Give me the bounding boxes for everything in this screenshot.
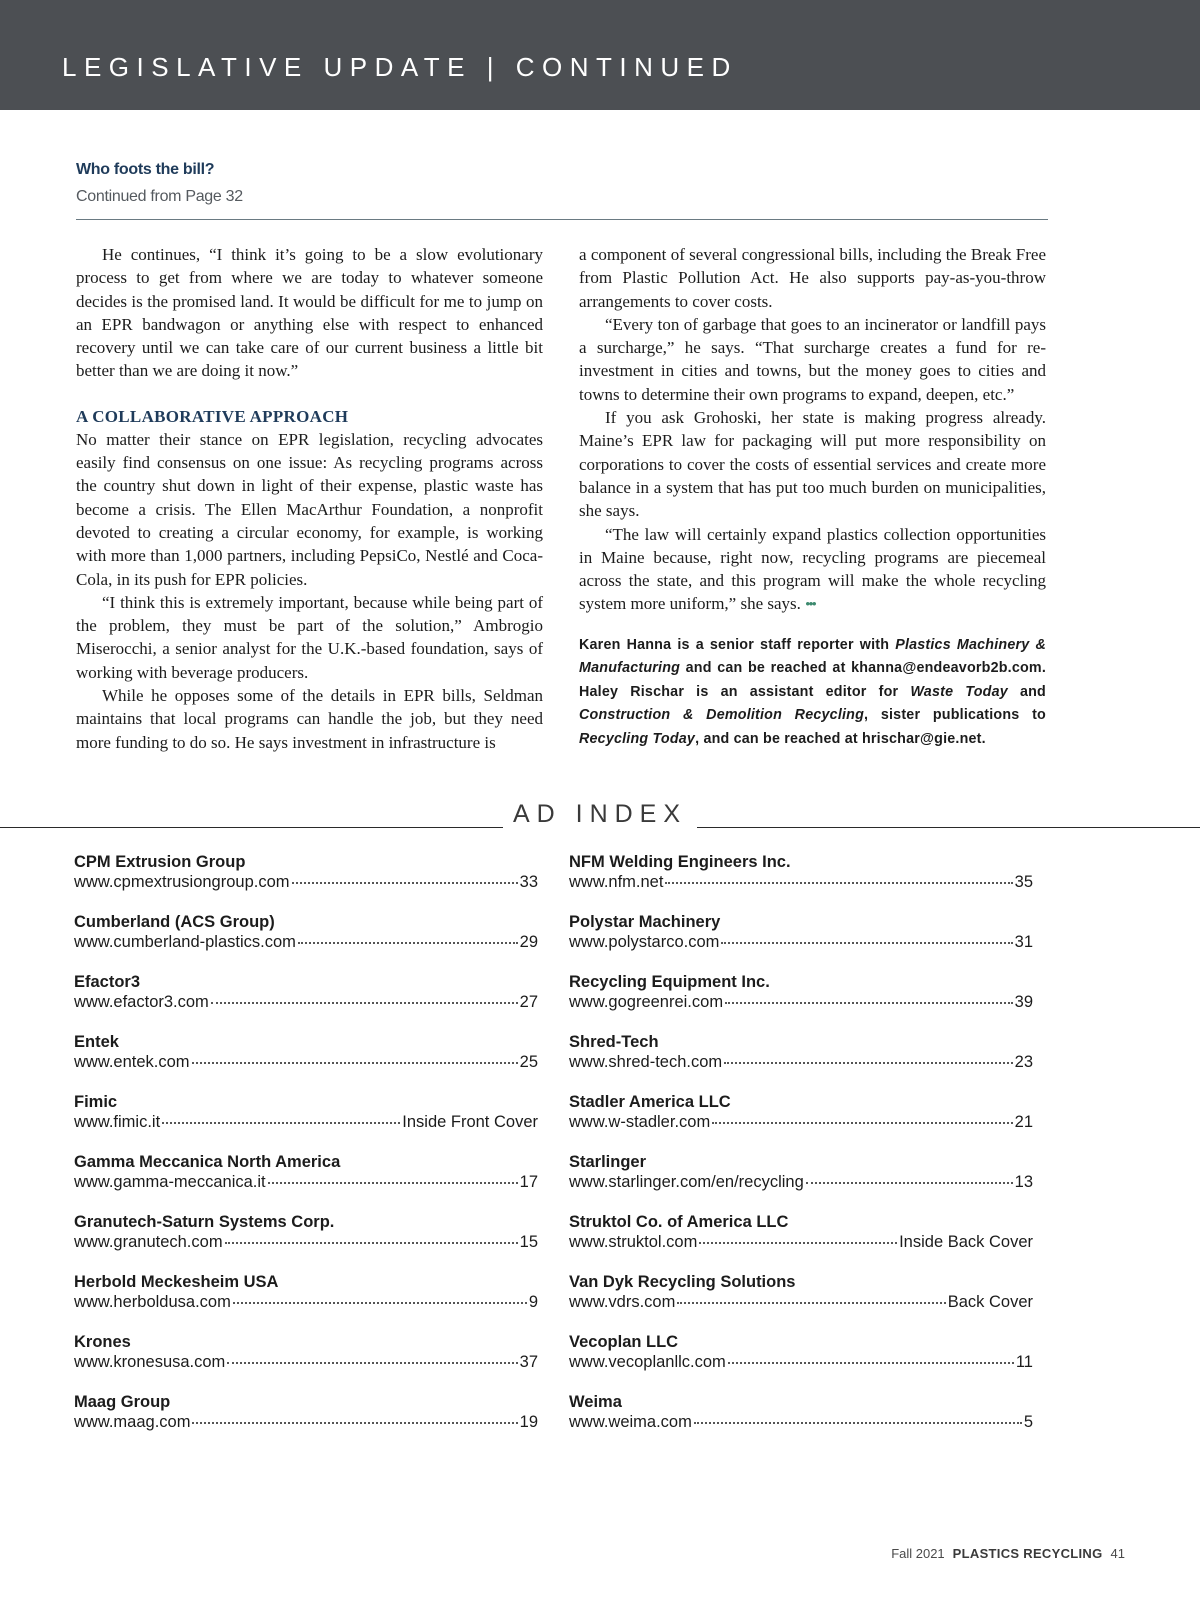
dot-leader (162, 1122, 400, 1124)
section-heading: A COLLABORATIVE APPROACH (76, 406, 349, 426)
ad-page-number: Inside Front Cover (402, 1113, 538, 1131)
article-paragraph: While he opposes some of the details in EPR bills, Seldman maintains that local programs can handle the job, but they need more funding to do so. He says investment in infrastructure is (76, 686, 543, 752)
dot-leader (699, 1242, 897, 1244)
dot-leader (694, 1422, 1022, 1424)
advertiser-url[interactable]: www.herboldusa.com (74, 1293, 231, 1311)
advertiser-name: NFM Welding Engineers Inc. (569, 853, 791, 871)
bio-text: and can be reached at khanna@endeavorb2b.com. Haley Rischar is an assistant editor for (579, 660, 1046, 700)
ad-index-line (569, 932, 1033, 952)
dot-leader (724, 1062, 1013, 1064)
advertiser-url[interactable]: www.entek.com (74, 1053, 190, 1071)
ad-index-entry (569, 1212, 1033, 1272)
page-footer (891, 1546, 1125, 1561)
advertiser-url[interactable]: www.vecoplanllc.com (569, 1353, 726, 1371)
publication-name: Construction & Demolition Recycling (579, 707, 865, 724)
ad-index-line (569, 872, 1033, 892)
advertiser-name: Herbold Meckesheim USA (74, 1273, 279, 1291)
ad-page-number: 35 (1014, 873, 1033, 891)
advertiser-url[interactable]: www.granutech.com (74, 1233, 223, 1251)
ad-index-entry (74, 1212, 538, 1272)
dot-leader (298, 942, 518, 944)
ad-page-number: 5 (1023, 1413, 1033, 1431)
ad-index-entry (74, 1092, 538, 1152)
advertiser-name: Vecoplan LLC (569, 1333, 679, 1351)
ad-index-line (74, 932, 538, 952)
dot-leader (233, 1302, 527, 1304)
issue-label: Fall 2021 (891, 1546, 945, 1561)
dot-leader (728, 1362, 1014, 1364)
dot-leader (192, 1062, 518, 1064)
advertiser-name: Stadler America LLC (569, 1093, 731, 1111)
article-paragraph: “Every ton of garbage that goes to an incinerator or landfill pays a surcharge,” he says. “That surcharge creates a fund for re-investment in cities and towns, but the money goes to cities and towns to determine their own programs to expand, deepen, etc.” (579, 314, 1046, 404)
ad-index-line (74, 992, 538, 1012)
advertiser-name: Efactor3 (74, 973, 141, 991)
ad-index-line (569, 1052, 1033, 1072)
ad-page-number: 23 (1014, 1053, 1033, 1071)
advertiser-url[interactable]: www.nfm.net (569, 873, 664, 891)
publication-name: Recycling Today (579, 730, 696, 747)
advertiser-name: Maag Group (74, 1393, 171, 1411)
ad-index-line (569, 1352, 1033, 1372)
ad-index-line (569, 1292, 1033, 1312)
advertiser-url[interactable]: www.gamma-meccanica.it (74, 1173, 266, 1191)
dot-leader (677, 1302, 945, 1304)
dot-leader (806, 1182, 1013, 1184)
advertiser-url[interactable]: www.w-stadler.com (569, 1113, 711, 1131)
bio-text: , sister publications to (864, 707, 1046, 724)
ad-index-line (74, 1172, 538, 1192)
ad-index-entry (74, 852, 538, 912)
magazine-name: PLASTICS RECYCLING (952, 1546, 1103, 1561)
ad-index-line (74, 1052, 538, 1072)
ad-index-line (74, 1292, 538, 1312)
ad-index-entry (74, 912, 538, 972)
advertiser-name: Cumberland (ACS Group) (74, 913, 275, 931)
ad-index-entry (74, 972, 538, 1032)
dot-leader (721, 942, 1012, 944)
ad-index-entry (74, 1272, 538, 1332)
ad-index-title-text: AD INDEX (503, 800, 697, 828)
ad-index-line (569, 1412, 1033, 1432)
ad-index-title (0, 800, 1200, 829)
divider-rule (76, 219, 1048, 220)
ad-page-number: Back Cover (947, 1293, 1033, 1311)
ad-index-entry (569, 852, 1033, 912)
advertiser-name: CPM Extrusion Group (74, 853, 246, 871)
article-paragraph: If you ask Grohoski, her state is making progress already. Maine’s EPR law for packaging will put more responsibility on corporations to cover the costs of essential services and create more balance in a system that has put too much burden on municipalities, she says. (579, 408, 1046, 521)
ad-index-column-right (569, 852, 1033, 1452)
article-paragraph: No matter their stance on EPR legislation, recycling advocates easily find consensus on one issue: As recycling programs across the country shut down in light of their expense, plastic waste has become a crisis. The Ellen MacArthur Foundation, a nonprofit devoted to creating a circular economy, for example, is working with more than 1,000 partners, including PepsiCo, Nestlé and Coca-Cola, in its push for EPR policies. (76, 429, 543, 589)
dot-leader (665, 882, 1012, 884)
ad-index-line (74, 872, 538, 892)
ad-page-number: 31 (1014, 933, 1033, 951)
ad-page-number: 19 (519, 1413, 538, 1431)
bio-text: , and can be reached at hrischar@gie.net. (695, 730, 986, 747)
ad-page-number: 37 (519, 1353, 538, 1371)
dot-leader (712, 1122, 1012, 1124)
article-column-left (76, 243, 543, 754)
advertiser-name: Fimic (74, 1093, 118, 1111)
dot-leader (725, 1002, 1013, 1004)
dot-leader (225, 1242, 518, 1244)
publication-name: Waste Today (910, 683, 1008, 700)
advertiser-name: Recycling Equipment Inc. (569, 973, 770, 991)
ad-index-column-left (74, 852, 538, 1452)
ad-page-number: 21 (1014, 1113, 1033, 1131)
dot-leader (268, 1182, 518, 1184)
ad-index-entry (74, 1032, 538, 1092)
ad-page-number: 9 (528, 1293, 538, 1311)
ad-index-line (74, 1412, 538, 1432)
advertiser-name: Entek (74, 1033, 119, 1051)
end-of-story-mark: ••• (805, 597, 815, 614)
advertiser-url[interactable]: www.gogreenrei.com (569, 993, 724, 1011)
article-paragraph (579, 523, 1046, 618)
ad-index-entry (569, 1272, 1033, 1332)
ad-index-line (569, 1172, 1033, 1192)
ad-page-number: 29 (519, 933, 538, 951)
advertiser-url[interactable]: www.cumberland-plastics.com (74, 933, 296, 951)
author-bio (579, 634, 1046, 752)
continued-from-note: Continued from Page 32 (76, 188, 243, 205)
ad-index-entry (569, 972, 1033, 1032)
ad-index-line (74, 1112, 538, 1132)
dot-leader (292, 882, 518, 884)
ad-page-number: 17 (519, 1173, 538, 1191)
header-band (0, 0, 1200, 110)
advertiser-url[interactable]: www.cpmextrusiongroup.com (74, 873, 290, 891)
advertiser-url[interactable]: www.maag.com (74, 1413, 191, 1431)
advertiser-url[interactable]: www.fimic.it (74, 1113, 161, 1131)
advertiser-url[interactable]: www.vdrs.com (569, 1293, 676, 1311)
ad-index-entry (569, 1152, 1033, 1212)
ad-index-line (569, 992, 1033, 1012)
advertiser-name: Weima (569, 1393, 622, 1411)
publication-name: Plastics Machinery & Manufacturing (579, 636, 1046, 677)
advertiser-name: Gamma Meccanica North America (74, 1153, 341, 1171)
advertiser-name: Struktol Co. of America LLC (569, 1213, 789, 1231)
continued-article-title: Who foots the bill? (76, 161, 215, 178)
advertiser-url[interactable]: www.polystarco.com (569, 933, 720, 951)
ad-page-number: 25 (519, 1053, 538, 1071)
ad-index-line (74, 1352, 538, 1372)
ad-page-number: Inside Back Cover (899, 1233, 1033, 1251)
ad-page-number: 11 (1015, 1353, 1033, 1371)
article-column-right (579, 243, 1046, 751)
advertiser-url[interactable]: www.struktol.com (569, 1233, 698, 1251)
advertiser-name: Starlinger (569, 1153, 647, 1171)
advertiser-url[interactable]: www.shred-tech.com (569, 1053, 723, 1071)
advertiser-name: Granutech-Saturn Systems Corp. (74, 1213, 335, 1231)
advertiser-url[interactable]: www.weima.com (569, 1413, 692, 1431)
ad-page-number: 33 (519, 873, 538, 891)
bio-text: and (1007, 683, 1046, 700)
ad-index-line (569, 1232, 1033, 1252)
section-header-title: LEGISLATIVE UPDATE | CONTINUED (62, 52, 738, 82)
article-paragraph: a component of several congressional bills, including the Break Free from Plastic Pollution Act. He also supports pay-as-you-throw arrangements to cover costs. (579, 245, 1046, 311)
advertiser-url[interactable]: www.kronesusa.com (74, 1353, 226, 1371)
bio-text: Karen Hanna is a senior staff reporter with (579, 636, 896, 653)
ad-page-number: 13 (1014, 1173, 1033, 1191)
ad-index-line (74, 1232, 538, 1252)
ad-index-entry (74, 1392, 538, 1452)
advertiser-url[interactable]: www.starlinger.com/en/recycling (569, 1173, 804, 1191)
ad-page-number: 39 (1014, 993, 1033, 1011)
page-number: 41 (1110, 1546, 1125, 1561)
advertiser-name: Shred-Tech (569, 1033, 659, 1051)
ad-index-entry (569, 1032, 1033, 1092)
advertiser-url[interactable]: www.efactor3.com (74, 993, 209, 1011)
dot-leader (192, 1422, 517, 1424)
dot-leader (227, 1362, 517, 1364)
ad-index-line (569, 1112, 1033, 1132)
ad-index-entry (569, 1092, 1033, 1152)
article-paragraph: “I think this is extremely important, because while being part of the problem, they must be part of the solution,” Ambrogio Miserocchi, a senior analyst for the U.K.-based foundation, says of working with beverage producers. (76, 592, 543, 682)
ad-index-entry (74, 1152, 538, 1212)
dot-leader (211, 1002, 518, 1004)
ad-index-entry (569, 1392, 1033, 1452)
ad-index-entry (569, 1332, 1033, 1392)
advertiser-name: Krones (74, 1333, 131, 1351)
article-paragraph-text: “The law will certainly expand plastics collection opportunities in Maine because, right now, recycling programs are piecemeal across the state, and this program will make the whole recycling system more uniform,” she says. (579, 524, 1046, 614)
advertiser-name: Polystar Machinery (569, 913, 721, 931)
ad-page-number: 15 (519, 1233, 538, 1251)
ad-page-number: 27 (519, 993, 538, 1011)
advertiser-name: Van Dyk Recycling Solutions (569, 1273, 796, 1291)
ad-index-entry (569, 912, 1033, 972)
article-paragraph: He continues, “I think it’s going to be a slow evolutionary process to get from where we are today to whatever someone decides is the promised land. It would be difficult for me to jump on an EPR bandwagon or anything else with respect to enhanced recovery until we can take care of our current business a little bit better than we are doing it now.” (76, 245, 543, 381)
ad-index-entry (74, 1332, 538, 1392)
